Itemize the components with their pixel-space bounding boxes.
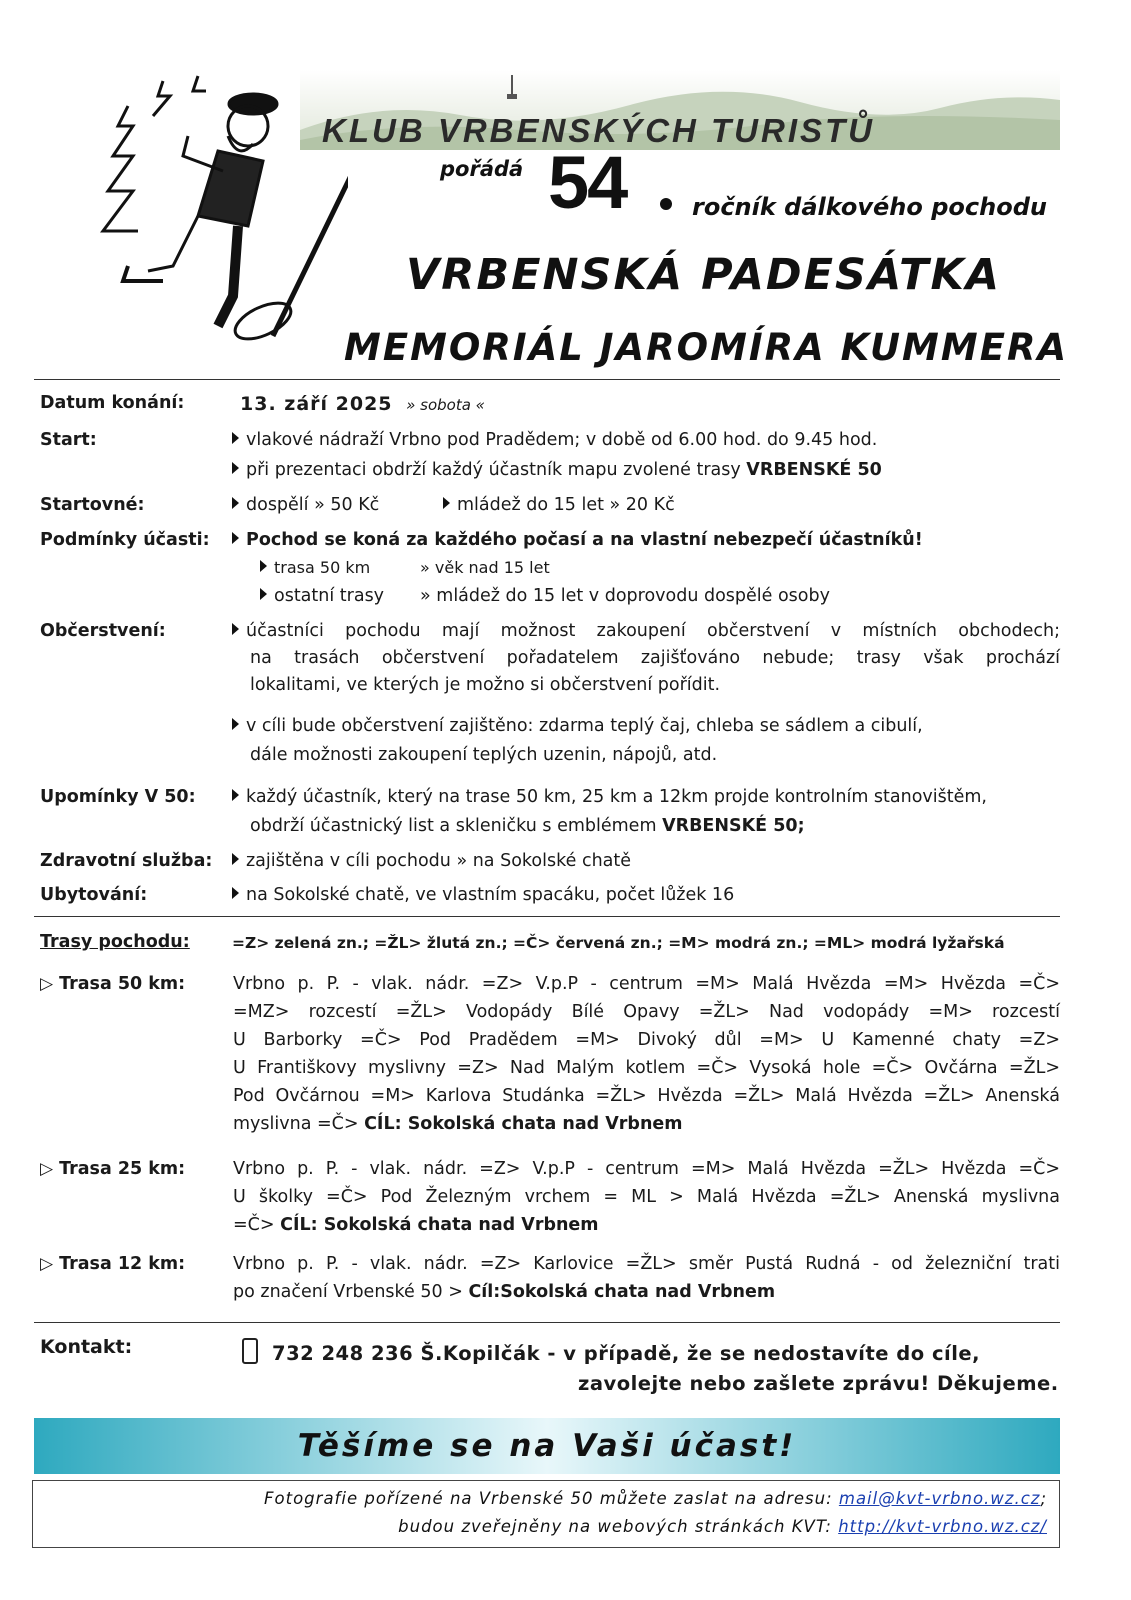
divider-middle	[34, 916, 1060, 917]
route-12-label: ▷ Trasa 12 km:	[40, 1254, 186, 1274]
refreshments-p1-line: lokalitami, ve kterých je možno si občerstvení pořídit.	[250, 675, 721, 695]
start-line-1: vlakové nádraží Vrbno pod Pradědem; v době od 6.00 hod. do 9.45 hod.	[232, 430, 877, 450]
hiker-illustration	[88, 66, 348, 356]
date-text: 13. září 2025	[240, 393, 393, 415]
route-12-description	[233, 1254, 1060, 1302]
start-line-2: při prezentaci obdrží každý účastník mapu zvolené trasy VRBENSKÉ 50	[232, 460, 882, 480]
edition-number: 54	[548, 141, 627, 224]
bullet-icon	[260, 560, 267, 572]
routes-legend: =Z> zelená zn.; =ŽL> žlutá zn.; =Č> červená zn.; =M> modrá zn.; =ML> modrá lyžařská	[232, 934, 1005, 952]
edition-text: ročník dálkového pochodu	[692, 193, 1047, 221]
bullet-icon	[443, 497, 450, 509]
bullet-icon	[232, 532, 239, 544]
medical-text: zajištěna v cíli pochodu » na Sokolské chatě	[232, 851, 631, 871]
closing-banner-text: Těšíme se na Vaši účast!	[297, 1428, 797, 1464]
bullet-icon	[232, 497, 239, 509]
contact-label: Kontakt:	[40, 1336, 133, 1358]
open-triangle-icon: ▷	[40, 974, 54, 994]
refreshments-p1-line: účastníci pochodu mají možnost zakoupení občerstvení v místních obchodech;	[232, 621, 1060, 641]
bullet-icon	[260, 588, 267, 600]
refreshments-label: Občerstvení:	[40, 621, 166, 641]
bullet-icon	[232, 887, 239, 899]
refreshments-p1	[232, 621, 1060, 695]
route-50-label: ▷ Trasa 50 km:	[40, 974, 186, 994]
route-25-label: ▷ Trasa 25 km:	[40, 1159, 186, 1179]
refreshments-p1-line: na trasách občerstvení pořadatelem zajišťováno nebude; trasy však prochází	[250, 648, 1060, 668]
photo-note-line-1: Fotografie pořízené na Vrbenské 50 můžete zaslat na adresu: mail@kvt-vrbno.wz.cz;	[264, 1489, 1047, 1508]
open-triangle-icon: ▷	[40, 1159, 54, 1179]
bullet-icon	[232, 623, 239, 635]
conditions-sub-1-value: » věk nad 15 let	[420, 558, 550, 577]
route-50-line: U Františkovy myslivny =Z> Nad Malým kotlem =Č> Vysoká hole =Č> Ovčárna =ŽL>	[233, 1058, 1060, 1078]
club-name: KLUB VRBENSKÝCH TURISTŮ	[322, 112, 876, 149]
conditions-sub-1: trasa 50 km	[260, 558, 370, 577]
divider-bottom	[34, 1322, 1060, 1323]
open-triangle-icon: ▷	[40, 1254, 54, 1274]
organizes-label: pořádá	[440, 157, 524, 181]
route-50-line: Vrbno p. P. - vlak. nádr. =Z> V.p.P - centrum =M> Malá Hvězda =M> Hvězda =Č>	[233, 974, 1060, 994]
route-50-last-line: myslivna =Č> CÍL: Sokolská chata nad Vrbnem	[233, 1114, 683, 1134]
fee-adult: dospělí » 50 Kč	[232, 495, 379, 515]
conditions-sub-2: ostatní trasy	[260, 586, 384, 606]
phone-icon	[242, 1338, 258, 1364]
edition-dot	[660, 198, 672, 210]
email-link[interactable]: mail@kvt-vrbno.wz.cz	[838, 1489, 1041, 1508]
website-link[interactable]: http://kvt-vrbno.wz.cz/	[838, 1517, 1047, 1536]
route-25-description	[233, 1159, 1060, 1235]
route-50-line: Pod Ovčárnou =M> Karlova Studánka =ŽL> Hvězda =ŽL> Malá Hvězda =ŽL> Anenská	[233, 1086, 1060, 1106]
bullet-icon	[232, 853, 239, 865]
routes-label: Trasy pochodu:	[40, 932, 190, 952]
bullet-icon	[232, 432, 239, 444]
route-12-last-line: po značení Vrbenské 50 > Cíl:Sokolská chata nad Vrbnem	[233, 1282, 776, 1302]
refreshments-p2-line: dále možnosti zakoupení teplých uzenin, nápojů, atd.	[250, 745, 718, 765]
date-value	[240, 393, 485, 415]
divider-top	[34, 379, 1060, 380]
conditions-main: Pochod se koná za každého počasí a na vlastní nebezpečí účastníků!	[232, 530, 923, 550]
contact-line-2: zavolejte nebo zašlete zprávu! Děkujeme.	[578, 1372, 1059, 1395]
route-12-line: Vrbno p. P. - vlak. nádr. =Z> Karlovice =ŽL> směr Pustá Rudná - od železniční trati	[233, 1254, 1060, 1274]
route-25-line: Vrbno p. P. - vlak. nádr. =Z> V.p.P - centrum =M> Malá Hvězda =ŽL> Hvězda =Č>	[233, 1159, 1060, 1179]
photo-note-line-2: budou zveřejněny na webových stránkách KVT: http://kvt-vrbno.wz.cz/	[398, 1517, 1047, 1536]
refreshments-p2-line: v cíli bude občerstvení zajištěno: zdarma teplý čaj, chleba se sádlem a cibulí,	[232, 716, 923, 736]
route-25-last-line: =Č> CÍL: Sokolská chata nad Vrbnem	[233, 1215, 599, 1235]
route-50-description	[233, 974, 1060, 1134]
date-label: Datum konání:	[40, 393, 185, 413]
conditions-label: Podmínky účasti:	[40, 530, 210, 550]
conditions-sub-2-value: » mládež do 15 let v doprovodu dospělé osoby	[420, 586, 830, 606]
day-text: » sobota «	[406, 396, 485, 414]
souvenirs-line-2: obdrží účastnický list a skleničku s emblémem VRBENSKÉ 50;	[250, 816, 805, 836]
souvenirs-line-1: každý účastník, který na trase 50 km, 25 km a 12km projde kontrolním stanovištěm,	[232, 787, 987, 807]
bullet-icon	[232, 462, 239, 474]
photo-note-box	[32, 1480, 1060, 1548]
fee-youth: mládež do 15 let » 20 Kč	[443, 495, 675, 515]
souvenirs-label: Upomínky V 50:	[40, 787, 196, 807]
route-50-line: =MZ> rozcestí =ŽL> Vodopády Bílé Opavy =ŽL> Nad vodopády =M> rozcestí	[233, 1002, 1060, 1022]
start-label: Start:	[40, 430, 97, 450]
bullet-icon	[232, 789, 239, 801]
bullet-icon	[232, 718, 239, 730]
route-25-line: U školky =Č> Pod Železným vrchem = ML > Malá Hvězda =ŽL> Anenská myslivna	[233, 1187, 1060, 1207]
accommodation-label: Ubytování:	[40, 885, 148, 905]
contact-line-1: 732 248 236 Š.Kopilčák - v případě, že se nedostavíte do cíle,	[242, 1338, 980, 1365]
event-subtitle: MEMORIÁL JAROMÍRA KUMMERA	[344, 326, 1069, 369]
medical-label: Zdravotní služba:	[40, 851, 213, 871]
route-50-line: U Barborky =Č> Pod Pradědem =M> Divoký důl =M> U Kamenné chaty =Z>	[233, 1030, 1060, 1050]
event-title: VRBENSKÁ PADESÁTKA	[406, 250, 1002, 300]
accommodation-text: na Sokolské chatě, ve vlastním spacáku, počet lůžek 16	[232, 885, 734, 905]
fee-label: Startovné:	[40, 495, 145, 515]
